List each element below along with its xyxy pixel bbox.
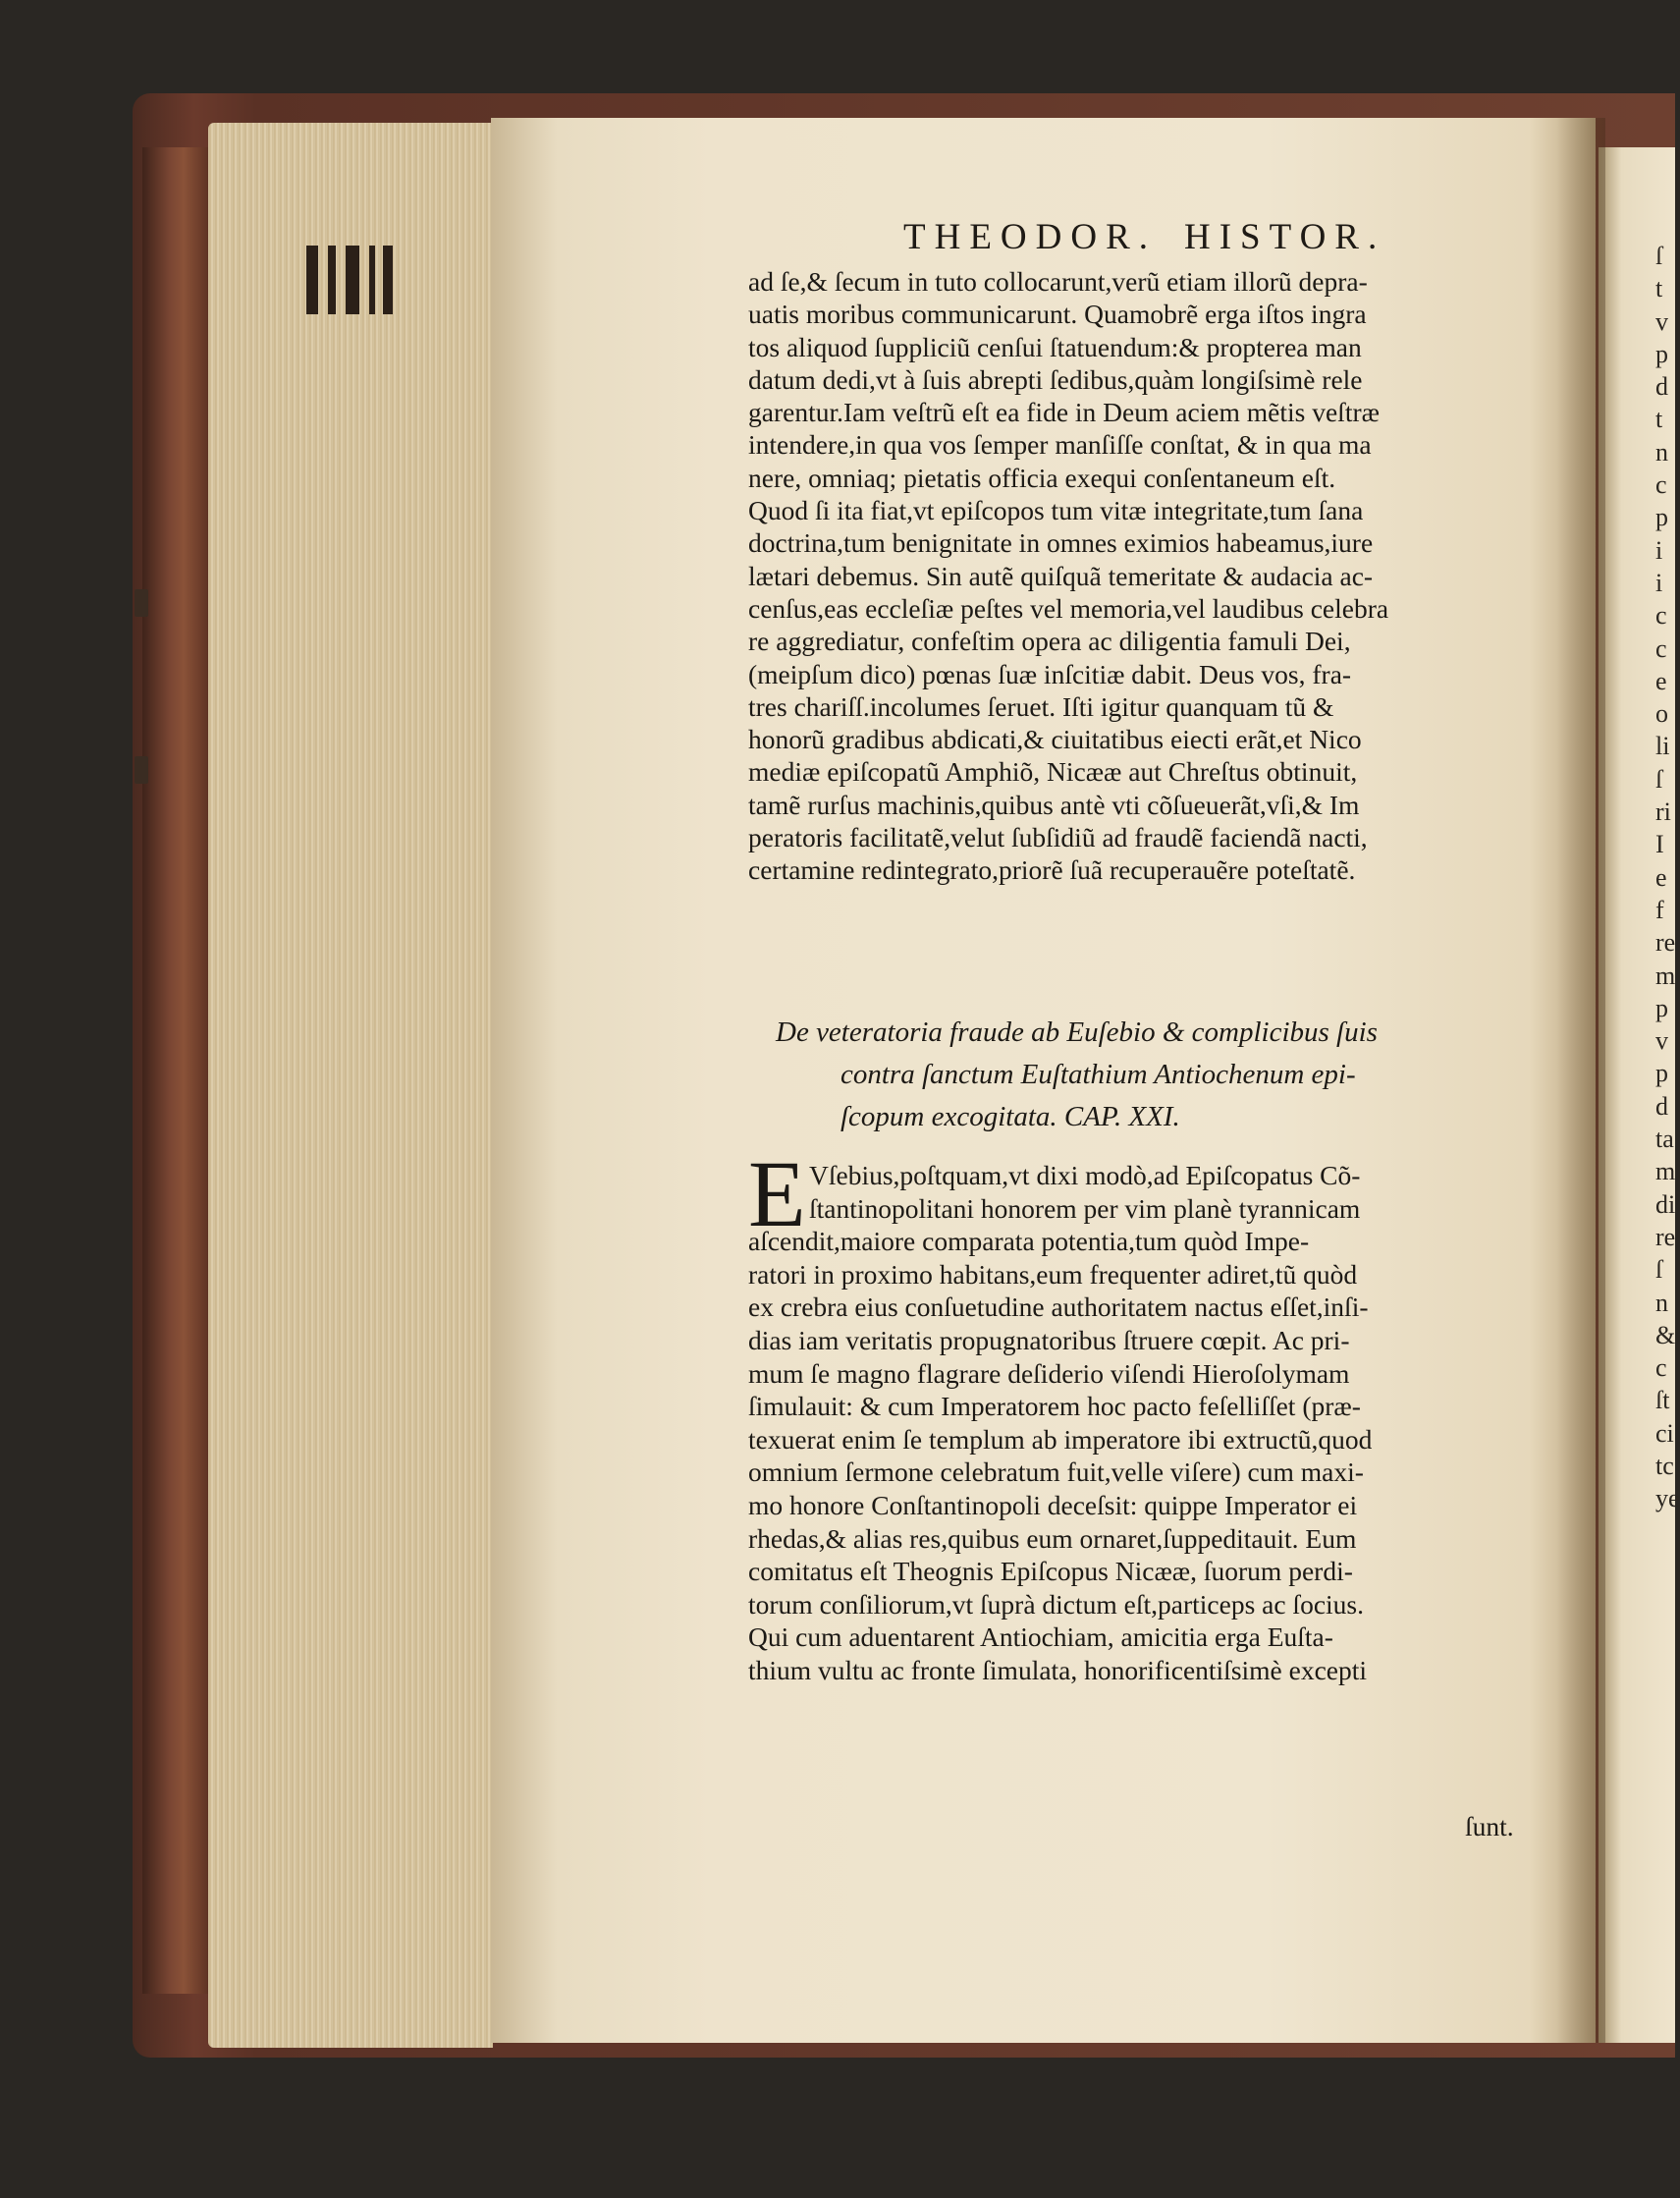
- right-page-glyph: c: [1655, 1353, 1667, 1383]
- heading-line: De veteratoria fraude ab Euſebio & complicibus ſuis: [776, 1017, 1378, 1048]
- right-page-glyph: c: [1655, 601, 1667, 631]
- body-text: [748, 265, 1579, 887]
- right-page-glyph: ri: [1655, 797, 1671, 827]
- text-line: ratori in proximo habitans,eum frequenter adiret,tũ quòd: [748, 1258, 1358, 1290]
- right-page-glyph: e: [1655, 862, 1667, 892]
- right-page-glyph: ſ: [1655, 1255, 1663, 1285]
- right-page-glyph: v: [1655, 306, 1668, 336]
- right-page-glyph: ye: [1655, 1484, 1680, 1513]
- running-head-right: HISTOR.: [1184, 217, 1386, 257]
- text-line: Quod ſi ita fiat,vt epiſcopos tum vitæ integritate,tum ſana: [748, 495, 1364, 526]
- text-line: comitatus eſt Theognis Epiſcopus Nicææ, ſuorum perdi-: [748, 1556, 1353, 1587]
- right-page-glyph: t: [1655, 405, 1663, 434]
- right-page-glyph: ſt: [1655, 1386, 1670, 1415]
- right-page-glyph: ta: [1655, 1125, 1674, 1154]
- text-line: torum conſiliorum,vt ſuprà dictum eſt,particeps ac ſocius.: [748, 1588, 1364, 1620]
- clasp-icon: [135, 756, 148, 784]
- text-line: mum ſe magno flagrare deſiderio viſendi Hieroſolymam: [748, 1357, 1350, 1389]
- book-spine: [142, 147, 211, 1994]
- right-page-glyph: di: [1655, 1189, 1676, 1219]
- right-page-glyph: tc: [1655, 1451, 1674, 1480]
- right-page-glyph: i: [1655, 535, 1663, 565]
- text-line: honorũ gradibus abdicati,& ciuitatibus eiecti erãt,et Nico: [748, 724, 1362, 755]
- text-line: thium vultu ac fronte ſimulata, honorificentiſsimè excepti: [748, 1654, 1368, 1685]
- right-page-glyph: p: [1655, 503, 1668, 532]
- page-edges: [208, 123, 493, 2048]
- text-line: cenſus,eas eccleſiæ peſtes vel memoria,vel laudibus celebra: [748, 592, 1389, 624]
- chapter-heading: [776, 1012, 1561, 1138]
- text-line: uatis moribus communicarunt. Quamobrẽ erga iſtos ingra: [748, 299, 1367, 330]
- right-page-glyph: I: [1655, 830, 1664, 859]
- running-head-left: THEODOR.: [903, 217, 1158, 257]
- right-page-glyph: p: [1655, 993, 1668, 1022]
- text-line: mediæ epiſcopatũ Amphiõ, Nicææ aut Chreſtus obtinuit,: [748, 756, 1358, 788]
- text-line: lætari debemus. Sin autẽ quiſquã temeritate & audacia ac-: [748, 560, 1374, 591]
- text-line: aſcendit,maiore comparata potentia,tum quòd Impe-: [748, 1226, 1310, 1257]
- right-page-glyph: m: [1655, 961, 1676, 990]
- text-line: certamine redintegrato,priorẽ ſuã recuperauẽre poteſtatẽ.: [748, 854, 1356, 886]
- text-line: ad ſe,& ſecum in tuto collocarunt,verũ etiam illorũ depra-: [748, 266, 1368, 297]
- right-page-glyph: n: [1655, 1288, 1668, 1317]
- heading-line: ſcopum excogitata. CAP. XXI.: [840, 1101, 1180, 1132]
- text-line: Vſebius,poſtquam,vt dixi modò,ad Epiſcopatus Cõ-: [809, 1160, 1361, 1190]
- text-line: texuerat enim ſe templum ab imperatore ibi extructũ,quod: [748, 1423, 1373, 1455]
- text-line: mo honore Conſtantinopoli deceſsit: quippe Imperator ei: [748, 1489, 1358, 1520]
- text-line: tres chariſſ.incolumes ſeruet. Iſti igitur quanquam tũ &: [748, 690, 1334, 722]
- right-page-glyph: p: [1655, 1059, 1668, 1088]
- right-page-glyph: &: [1655, 1320, 1676, 1349]
- text-line: rhedas,& alias res,quibus eum ornaret,ſuppeditauit. Eum: [748, 1522, 1357, 1554]
- right-page-glyph: o: [1655, 699, 1668, 729]
- running-head: [903, 216, 1385, 258]
- text-line: tos aliquod ſuppliciũ cenſui ſtatuendum:& propterea man: [748, 331, 1362, 362]
- text-line: datum dedi,vt à ſuis abrepti ſedibus,quàm longiſsimè rele: [748, 363, 1363, 395]
- right-page-glyph: ſ: [1655, 764, 1663, 794]
- right-page-glyph: p: [1655, 339, 1668, 368]
- text-line: ex crebra eius conſuetudine authoritatem nactus eſſet,inſi-: [748, 1291, 1369, 1323]
- catchword: ſunt.: [1465, 1811, 1514, 1841]
- right-page-glyph: ci: [1655, 1418, 1674, 1448]
- text-line: ſimulauit: & cum Imperatorem hoc pacto feſelliſſet (præ-: [748, 1391, 1361, 1422]
- right-page-glyph: e: [1655, 666, 1667, 695]
- text-line: ſtantinopolitani honorem per vim planè tyrannicam: [809, 1192, 1361, 1224]
- right-page-glyph: n: [1655, 437, 1668, 467]
- chapter-text: [748, 1159, 1579, 1687]
- right-page-glyph: i: [1655, 568, 1663, 597]
- text-line: omnium ſermone celebratum fuit,velle viſere) cum maxi-: [748, 1456, 1364, 1488]
- right-page-glyph: f: [1655, 895, 1664, 924]
- text-line: Qui cum aduentarent Antiochiam, amicitia erga Euſta-: [748, 1621, 1333, 1653]
- right-page-glyph: d: [1655, 1091, 1668, 1121]
- text-line: nere, omniaq; pietatis officia exequi conſentaneum eſt.: [748, 462, 1336, 493]
- text-line: garentur.Iam veſtrũ eſt ea fide in Deum aciem mẽtis veſtræ: [748, 397, 1380, 428]
- text-line: dias iam veritatis propugnatoribus ſtruere cœpit. Ac pri-: [748, 1324, 1350, 1355]
- right-page-glyph: c: [1655, 633, 1667, 663]
- right-page-glyph: m: [1655, 1157, 1676, 1186]
- right-page-glyph: re: [1655, 928, 1676, 958]
- right-page-glyph: re: [1655, 1222, 1676, 1251]
- drop-cap: E: [748, 1141, 806, 1246]
- text-line: re aggrediatur, confeſtim opera ac diligentia famuli Dei,: [748, 626, 1351, 657]
- clasp-icon: [135, 589, 148, 617]
- text-line: (meipſum dico) pœnas ſuæ inſcitiæ dabit. Deus vos, fra-: [748, 658, 1352, 689]
- right-page-glyphs: [1655, 236, 1680, 1513]
- edge-ink-marks: [306, 246, 400, 314]
- right-page-glyph: d: [1655, 372, 1668, 402]
- right-page-glyph: v: [1655, 1026, 1668, 1056]
- right-page-glyph: c: [1655, 470, 1667, 500]
- text-line: peratoris facilitatẽ,velut ſubſidiũ ad fraudẽ faciendã nacti,: [748, 822, 1368, 853]
- right-page-glyph: li: [1655, 732, 1670, 761]
- heading-line: contra ſanctum Euſtathium Antiochenum epi-: [840, 1059, 1356, 1090]
- right-page-glyph: ſ: [1655, 242, 1663, 270]
- text-line: tamẽ rurſus machinis,quibus antè vti cõſueuerãt,vſi,& Im: [748, 789, 1360, 820]
- text-line: intendere,in qua vos ſemper manſiſſe conſtat, & in qua ma: [748, 429, 1372, 461]
- text-line: doctrina,tum benignitate in omnes eximios habeamus,iure: [748, 527, 1374, 559]
- right-page-glyph: t: [1655, 274, 1663, 303]
